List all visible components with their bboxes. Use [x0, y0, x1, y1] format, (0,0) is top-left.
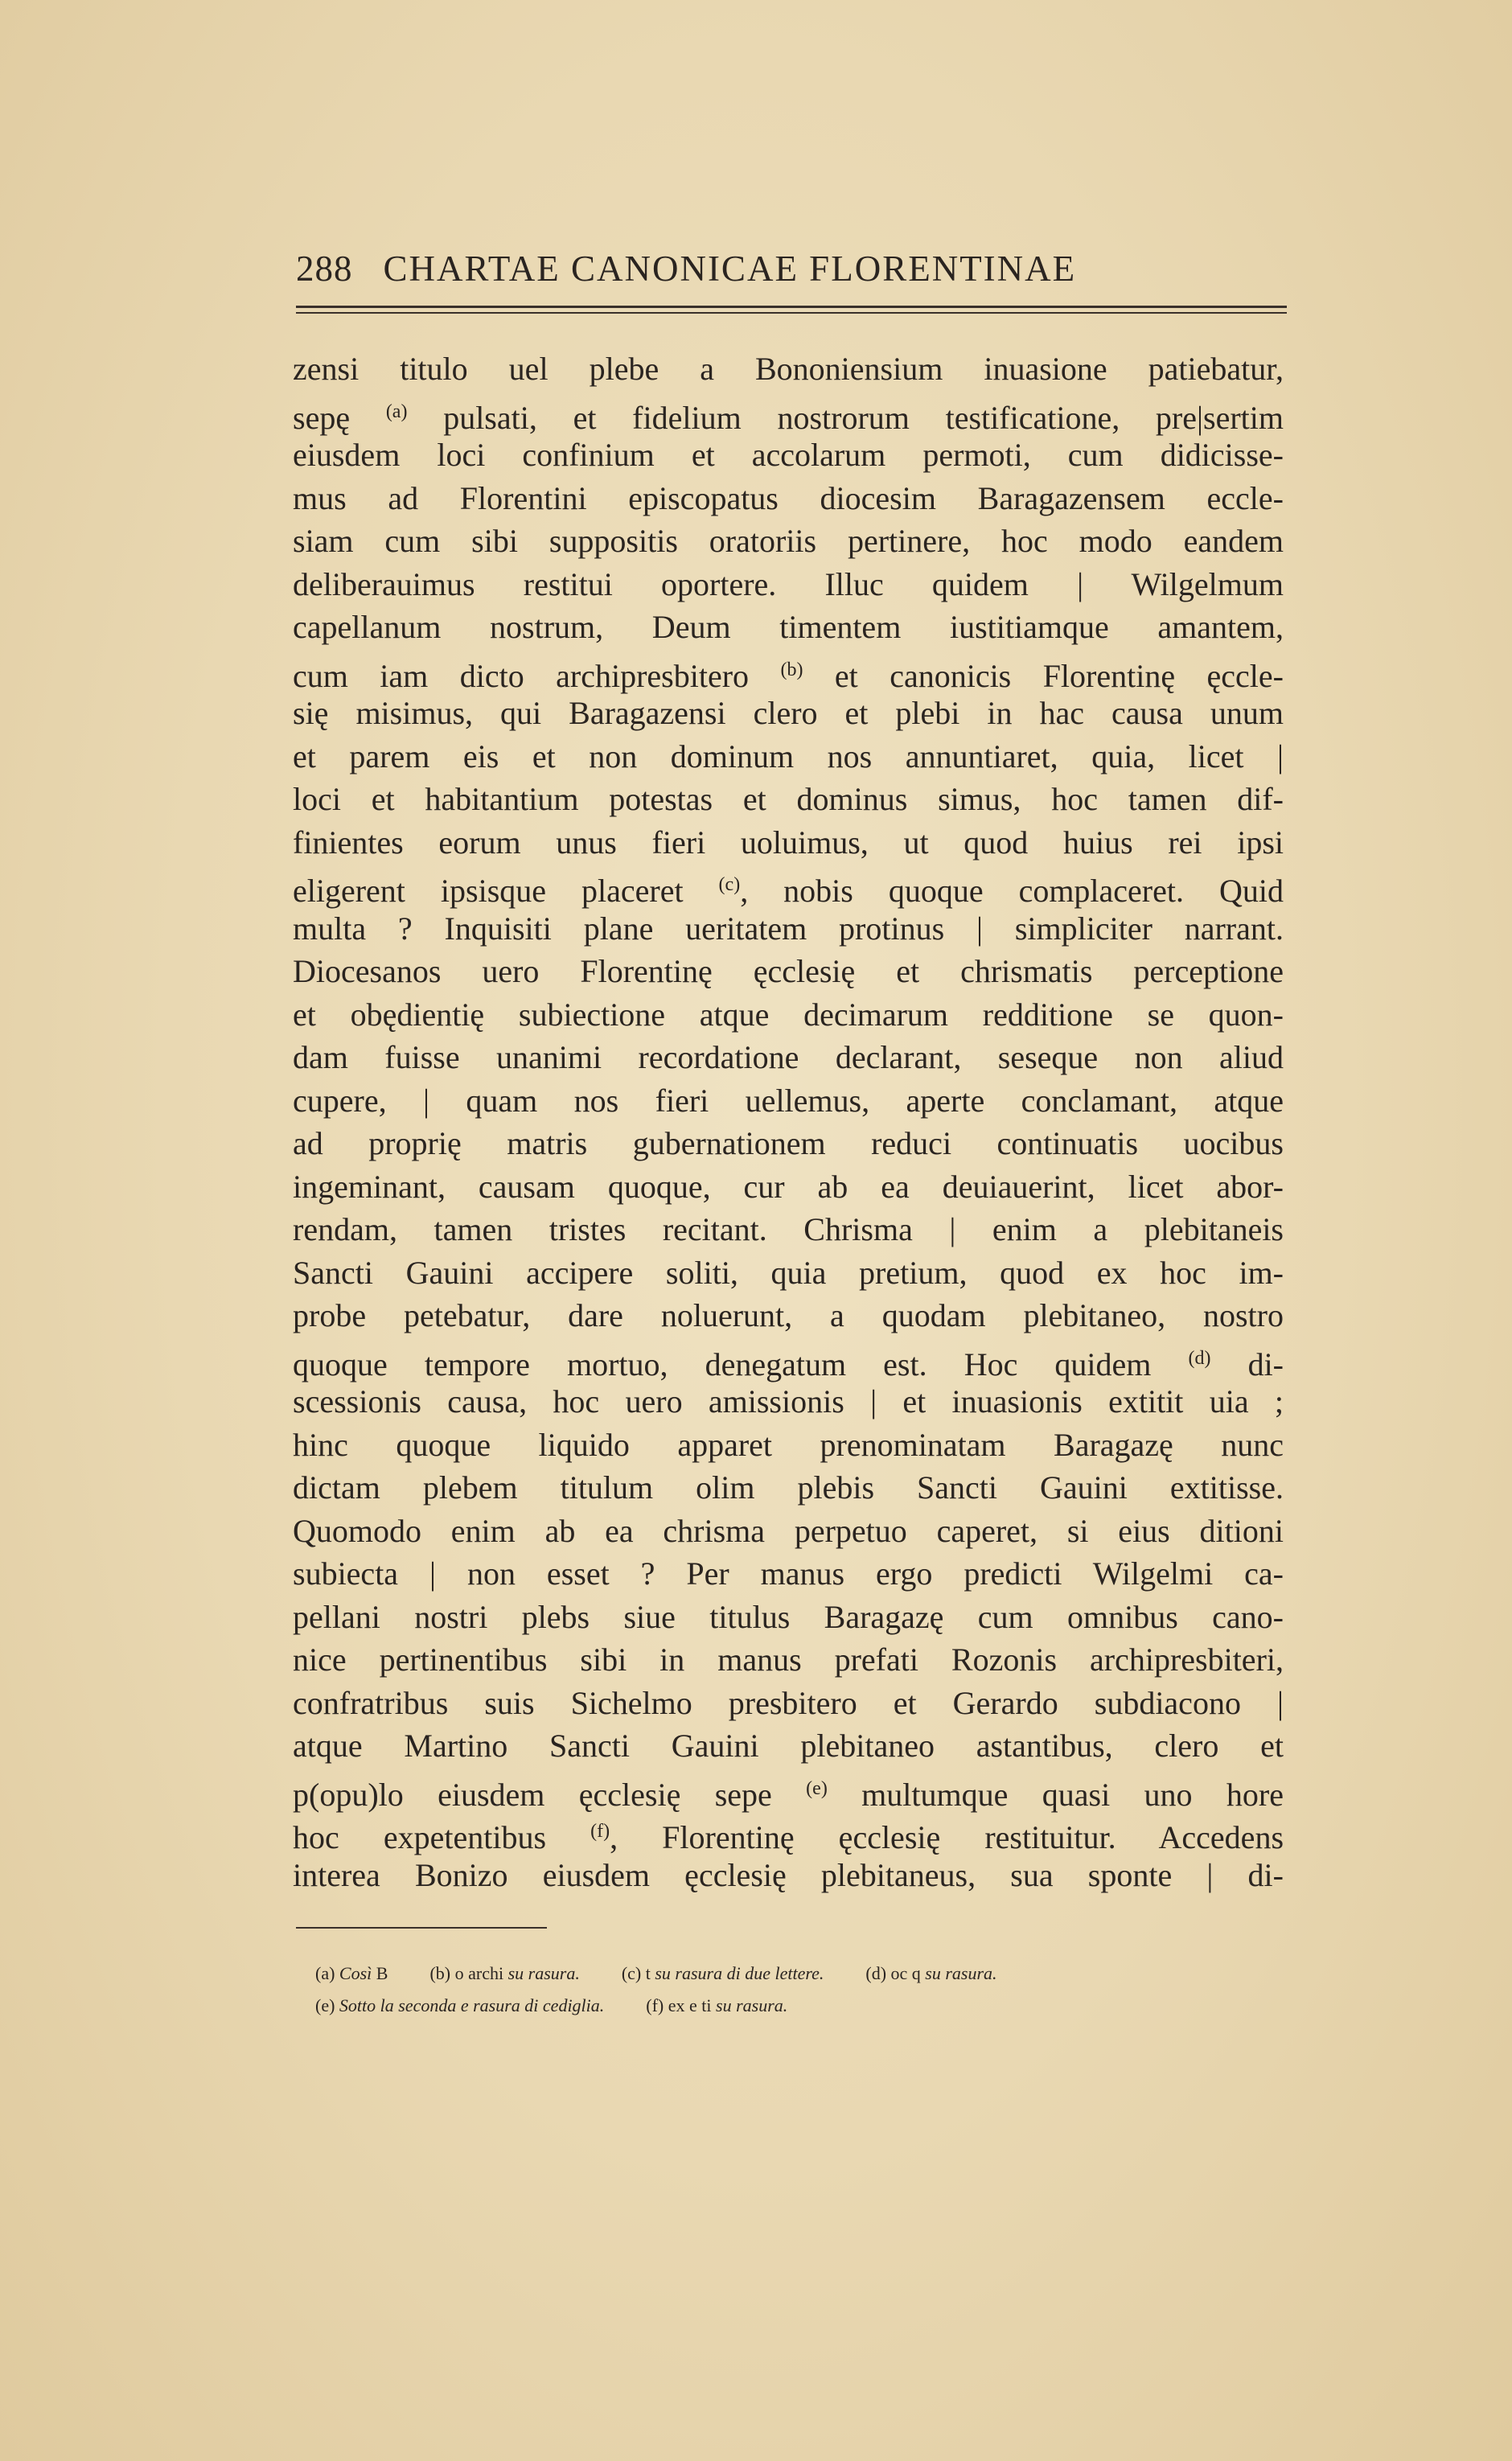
line-text: et parem eis et non dominum nos annuntiaret, quia, licet |	[293, 737, 1284, 774]
line-text: sepę	[293, 399, 386, 436]
footnote-text: B	[372, 1963, 388, 1983]
line-text: siam cum sibi suppositis oratoriis pertinere, hoc modo eandem	[293, 523, 1284, 559]
footnote-rule	[296, 1927, 547, 1929]
footnotes	[315, 1958, 1280, 2022]
footnote-text: (d) oc q	[865, 1963, 926, 1983]
text-line	[293, 1165, 1284, 1209]
line-text: hoc expetentibus	[293, 1819, 591, 1855]
footnote	[315, 1990, 604, 2022]
text-line	[293, 1510, 1284, 1553]
text-line	[293, 347, 1284, 391]
line-text: interea Bonizo eiusdem ęcclesię plebitaneus, sua sponte | di-	[293, 1856, 1284, 1893]
text-line	[293, 1724, 1284, 1768]
line-text: zensi titulo uel plebe a Bononiensium inuasione patiebatur,	[293, 351, 1284, 387]
running-title: CHARTAE CANONICAE FLORENTINAE	[383, 249, 1077, 289]
footnote-marker: (f)	[590, 1821, 610, 1842]
line-text: loci et habitantium potestas et dominus simus, hoc tamen dif-	[293, 781, 1284, 817]
running-header	[296, 248, 1287, 290]
text-line	[293, 1251, 1284, 1295]
line-text: mus ad Florentini episcopatus diocesim Baragazensem eccle-	[293, 479, 1284, 516]
footnote	[622, 1958, 824, 1990]
text-line	[293, 1079, 1284, 1123]
text-line	[293, 692, 1284, 735]
text-line	[293, 433, 1284, 477]
header-rule-top	[296, 306, 1287, 308]
line-text: się misimus, qui Baragazensi clero et plebi in hac causa unum	[293, 695, 1284, 731]
line-text: scessionis causa, hoc uero amissionis | et inuasionis extitit uia ;	[293, 1383, 1284, 1419]
footnote-note-italic: su rasura.	[716, 1995, 788, 2015]
footnote-text: (a)	[315, 1963, 339, 1983]
line-text: subiecta | non esset ? Per manus ergo predicti Wilgelmi ca-	[293, 1555, 1284, 1592]
text-line	[293, 1552, 1284, 1596]
footnote-note-italic: Sotto la seconda e rasura di cediglia.	[339, 1995, 605, 2015]
line-text: di-	[1210, 1346, 1284, 1383]
footnote-row	[315, 1990, 1280, 2022]
text-line	[293, 606, 1284, 649]
line-text: , Florentinę ęcclesię restituitur. Accedens	[610, 1819, 1284, 1855]
footnote	[429, 1958, 579, 1990]
line-text: nice pertinentibus sibi in manus prefati Rozonis archipresbiteri,	[293, 1641, 1284, 1678]
footnote-note-italic: su rasura.	[507, 1963, 580, 1983]
text-line	[293, 1208, 1284, 1251]
line-text: pulsati, et fidelium nostrorum testificatione, pre|sertim	[407, 399, 1284, 436]
text-line	[293, 1424, 1284, 1467]
line-text: et canonicis Florentinę ęccle-	[803, 657, 1284, 694]
line-text: multa ? Inquisiti plane ueritatem protinus | simpliciter narrant.	[293, 910, 1284, 947]
text-line	[293, 907, 1284, 951]
line-text: pellani nostri plebs siue titulus Baragazę cum omnibus cano-	[293, 1598, 1284, 1635]
text-line	[293, 1122, 1284, 1165]
text-line	[293, 563, 1284, 606]
line-text: ingeminant, causam quoque, cur ab ea deuiauerint, licet abor-	[293, 1168, 1284, 1205]
line-text: Sancti Gauini accipere soliti, quia pretium, quod ex hoc im-	[293, 1254, 1284, 1291]
text-line	[293, 1854, 1284, 1897]
line-text: et obędientię subiectione atque decimarum redditione se quon-	[293, 996, 1284, 1033]
header-rule-bottom	[296, 312, 1287, 314]
line-text: Quomodo enim ab ea chrisma perpetuo caperet, si eius ditioni	[293, 1512, 1284, 1549]
text-line	[293, 1294, 1284, 1337]
footnote-row	[315, 1958, 1280, 1990]
footnote-note-italic: Così	[339, 1963, 372, 1983]
footnote-marker: (a)	[385, 401, 408, 422]
line-text: , nobis quoque complaceret. Quid	[740, 873, 1284, 909]
line-text: probe petebatur, dare noluerunt, a quodam plebitaneo, nostro	[293, 1297, 1284, 1333]
line-text: dictam plebem titulum olim plebis Sancti Gauini extitisse.	[293, 1469, 1284, 1506]
line-text: hinc quoque liquido apparet prenominatam Baragazę nunc	[293, 1426, 1284, 1463]
body-text	[293, 347, 1284, 1896]
line-text: rendam, tamen tristes recitant. Chrisma | enim a plebitaneis	[293, 1211, 1284, 1247]
line-text: eiusdem loci confinium et accolarum permoti, cum didicisse-	[293, 437, 1284, 473]
line-text: capellanum nostrum, Deum timentem iustitiamque amantem,	[293, 609, 1284, 645]
text-line	[293, 649, 1284, 692]
line-text: dam fuisse unanimi recordatione declarant, seseque non aliud	[293, 1039, 1284, 1075]
text-line	[293, 1638, 1284, 1682]
footnote-text: (f) ex e ti	[646, 1995, 717, 2015]
line-text: finientes eorum unus fieri uoluimus, ut quod huius rei ipsi	[293, 824, 1284, 861]
text-line	[293, 993, 1284, 1037]
text-line	[293, 864, 1284, 907]
line-text: cupere, | quam nos fieri uellemus, aperte conclamant, atque	[293, 1082, 1284, 1119]
line-text: atque Martino Sancti Gauini plebitaneo astantibus, clero et	[293, 1728, 1284, 1764]
text-line	[293, 520, 1284, 563]
text-line	[293, 477, 1284, 520]
footnote-text: (c) t	[621, 1963, 655, 1983]
page-number: 288	[296, 249, 353, 289]
text-line	[293, 735, 1284, 779]
text-line	[293, 1466, 1284, 1510]
text-line	[293, 1337, 1284, 1381]
text-line	[293, 1596, 1284, 1639]
text-line	[293, 1380, 1284, 1424]
line-text: deliberauimus restitui oportere. Illuc quidem | Wilgelmum	[293, 565, 1284, 602]
footnote-text: (b) o archi	[429, 1963, 508, 1983]
text-line	[293, 950, 1284, 993]
footnote-marker: (e)	[806, 1777, 828, 1799]
footnote-marker: (d)	[1188, 1347, 1211, 1369]
text-line	[293, 1810, 1284, 1854]
footnote-marker: (b)	[780, 659, 803, 680]
text-line	[293, 1036, 1284, 1079]
footnote	[865, 1958, 996, 1990]
line-text: Diocesanos uero Florentinę ęcclesię et chrismatis perceptione	[293, 953, 1284, 989]
footnote-text: (e)	[315, 1995, 339, 2015]
text-line	[293, 1768, 1284, 1811]
line-text: ad proprię matris gubernationem reduci continuatis uocibus	[293, 1125, 1284, 1161]
line-text: multumque quasi uno hore	[827, 1776, 1284, 1813]
text-line	[293, 1682, 1284, 1725]
footnote-note-italic: su rasura di due lettere.	[655, 1963, 824, 1983]
footnote	[315, 1958, 388, 1990]
footnote	[646, 1990, 787, 2022]
text-line	[293, 778, 1284, 821]
line-text: eligerent ipsisque placeret	[293, 873, 719, 909]
text-line	[293, 821, 1284, 865]
line-text: confratribus suis Sichelmo presbitero et Gerardo subdiacono |	[293, 1684, 1284, 1721]
line-text: p(opu)lo eiusdem ęcclesię sepe	[293, 1776, 807, 1813]
line-text: quoque tempore mortuo, denegatum est. Hoc quidem	[293, 1346, 1189, 1383]
text-line	[293, 391, 1284, 434]
footnote-marker: (c)	[718, 874, 741, 895]
line-text: cum iam dicto archipresbitero	[293, 657, 781, 694]
footnote-note-italic: su rasura.	[925, 1963, 997, 1983]
